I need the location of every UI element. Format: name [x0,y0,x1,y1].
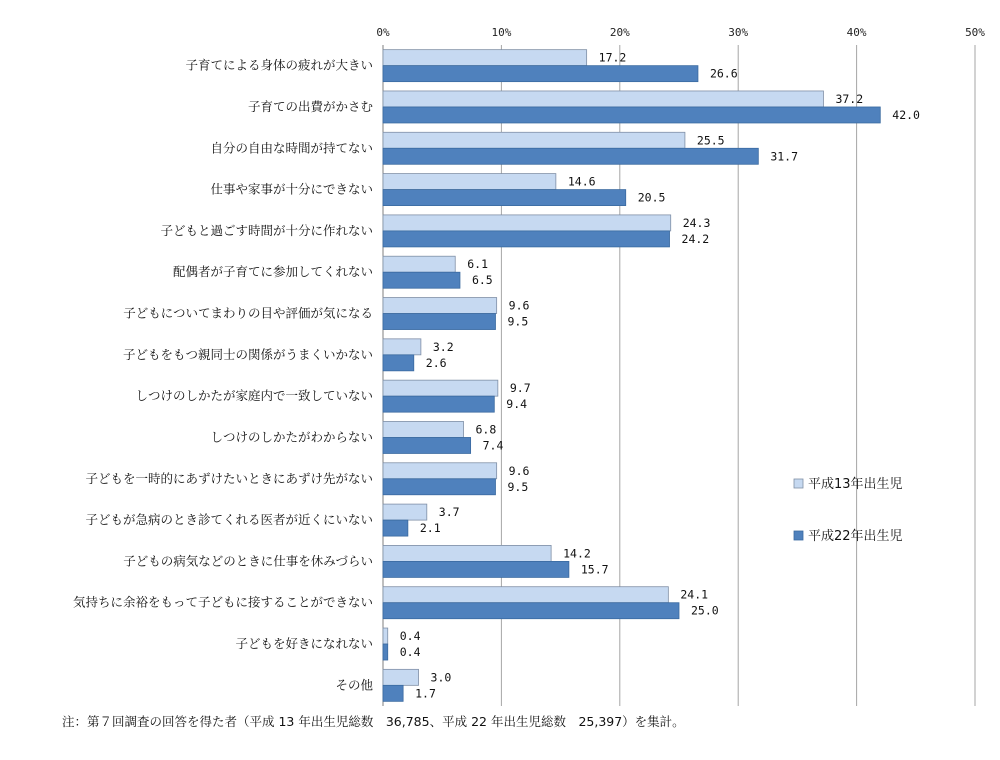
category-label: しつけのしかたがわからない [210,429,373,445]
bar-h13 [383,628,388,644]
bar-h13 [383,463,497,479]
data-label: 9.6 [508,463,530,478]
data-label: 6.5 [471,273,493,288]
bar-h13 [383,174,556,190]
category-label: 自分の自由な時間が持てない [210,140,373,156]
data-label: 20.5 [637,190,666,205]
data-label: 0.4 [399,629,421,644]
bar-h22 [383,190,626,206]
x-tick-label: 50% [965,26,985,39]
legend-label-h22: 平成22年出生児 [808,529,903,544]
data-label: 24.2 [681,231,710,246]
data-label: 9.7 [509,381,531,396]
bar-h13 [383,504,427,520]
category-label: その他 [335,677,373,693]
bar-h22 [383,479,495,495]
bar-h13 [383,132,685,148]
data-label: 2.6 [425,355,447,370]
legend-swatch-h22 [794,531,803,540]
category-label: 子育てによる身体の疲れが大きい [185,57,373,73]
data-label: 26.6 [709,66,738,81]
data-label: 14.2 [563,546,591,561]
data-label: 37.2 [835,91,864,106]
data-label: 3.2 [432,339,454,354]
bar-h22 [383,603,679,619]
data-label: 9.4 [506,397,528,412]
data-label: 7.4 [482,438,504,453]
category-label: 子どもを一時的にあずけたいときにあずけ先がない [85,470,373,486]
data-label: 9.6 [508,298,530,313]
data-label: 3.7 [438,505,460,520]
data-label: 25.5 [696,133,725,148]
footnote: 注：第７回調査の回答を得た者（平成 13 年出生児総数 36,785、平成 22 年出生児総数 25,397）を集計。 [62,714,685,729]
bar-h22 [383,314,495,330]
category-label: 子どもをもつ親同士の関係がうまくいかない [122,346,373,362]
bar-h13 [383,215,671,231]
data-label: 0.4 [399,645,421,660]
bar-h22 [383,437,471,453]
legend-swatch-h13 [794,479,803,488]
x-tick-label: 30% [728,26,749,39]
bar-h22 [383,561,569,577]
data-label: 6.1 [467,257,489,272]
data-label: 24.3 [682,215,711,230]
bar-h13 [383,380,498,396]
bar-h22 [383,231,670,247]
x-tick-label: 20% [609,26,630,39]
data-label: 25.0 [691,603,719,618]
bar-h13 [383,339,421,355]
bar-h22 [383,66,698,82]
bar-h13 [383,669,419,685]
bar-h22 [383,685,403,701]
category-label: 子どもと過ごす時間が十分に作れない [160,222,373,238]
data-label: 6.8 [475,422,497,437]
bar-h22 [383,355,414,371]
bar-h13 [383,545,551,561]
bar-h22 [383,396,494,412]
bar-h13 [383,50,587,66]
bar-h13 [383,91,823,107]
data-label: 17.2 [598,50,627,65]
data-label: 31.7 [770,149,799,164]
x-tick-label: 0% [376,26,390,39]
bar-h22 [383,148,758,164]
category-label: 気持ちに余裕をもって子どもに接することができない [72,594,373,610]
category-label: 子どもの病気などのときに仕事を休みづらい [123,553,373,569]
bar-h22 [383,644,388,660]
category-label: 仕事や家事が十分にできない [210,181,373,197]
category-label: 子育ての出費がかさむ [247,98,373,114]
data-label: 3.0 [430,670,452,685]
data-label: 9.5 [507,314,529,329]
data-label: 9.5 [507,479,529,494]
bar-h22 [383,520,408,536]
category-label: 子どもについてまわりの目や評価が気になる [123,305,373,321]
data-label: 14.6 [567,174,596,189]
data-label: 15.7 [580,562,609,577]
bar-h13 [383,298,497,314]
x-tick-label: 40% [846,26,867,39]
category-label: 子どもを好きになれない [235,636,373,652]
category-label: しつけのしかたが家庭内で一致していない [135,388,373,404]
data-label: 24.1 [680,587,709,602]
data-label: 1.7 [415,686,436,701]
bar-h22 [383,107,880,123]
legend-label-h13: 平成13年出生児 [808,477,903,492]
x-tick-label: 10% [491,26,512,39]
data-label: 2.1 [419,521,441,536]
bar-h22 [383,272,460,288]
category-label: 配偶者が子育てに参加してくれない [172,264,373,280]
category-label: 子どもが急病のとき診てくれる医者が近くにいない [85,512,373,528]
data-label: 42.0 [892,107,920,122]
bar-h13 [383,587,668,603]
bar-h13 [383,256,455,272]
bar-h13 [383,421,464,437]
